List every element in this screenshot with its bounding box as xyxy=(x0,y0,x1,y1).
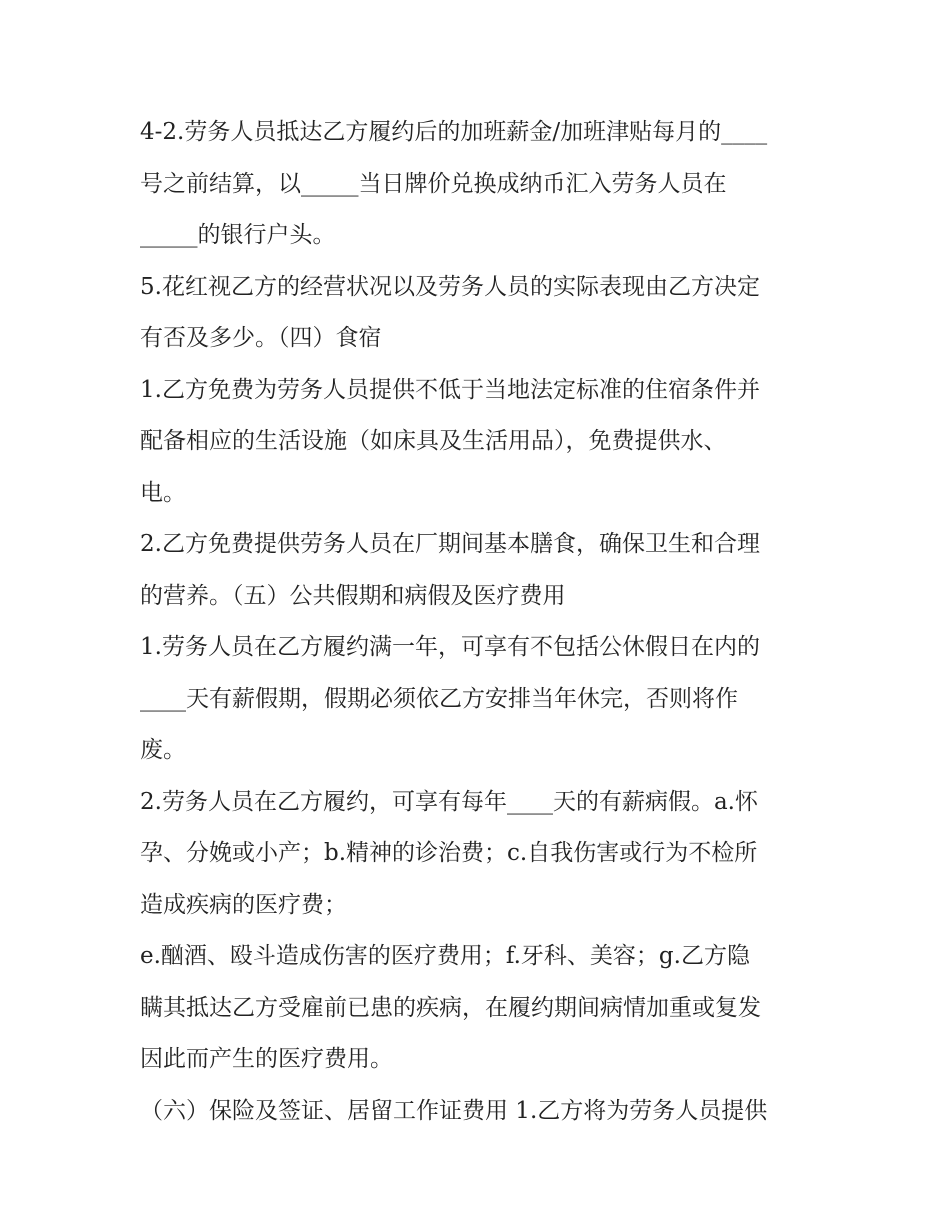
text-line: 电。 xyxy=(140,479,186,506)
text-line: 2.劳务人员在乙方履约，可享有每年____天的有薪病假。a.怀 xyxy=(140,788,758,815)
text-line: 造成疾病的医疗费； xyxy=(140,891,347,918)
text-line: 1.乙方免费为劳务人员提供不低于当地法定标准的住宿条件并 xyxy=(140,376,760,403)
text-line: _____的银行户头。 xyxy=(140,222,336,248)
text-line: 瞒其抵达乙方受雇前已患的疾病，在履约期间病情加重或复发 xyxy=(140,994,761,1021)
text-line: 孕、分娩或小产；b.精神的诊治费；c.自我伤害或行为不检所 xyxy=(140,840,758,866)
text-line: 有否及多少。（四）食宿 xyxy=(140,325,382,351)
text-line: 因此而产生的医疗费用。 xyxy=(140,1046,393,1072)
text-line: 5.花红视乙方的经营状况以及劳务人员的实际表现由乙方决定 xyxy=(140,273,760,300)
text-line: 号之前结算，以_____当日牌价兑换成纳币汇入劳务人员在 xyxy=(140,170,727,197)
text-line: 4-2.劳务人员抵达乙方履约后的加班薪金/加班津贴每月的____ xyxy=(140,119,768,145)
text-line: ____天有薪假期，假期必须依乙方安排当年休完，否则将作 xyxy=(140,685,738,712)
contract-text xyxy=(140,107,820,1137)
text-line: 废。 xyxy=(140,737,186,763)
text-line: e.酗酒、殴斗造成伤害的医疗费用；f.牙科、美容；g.乙方隐 xyxy=(140,943,750,969)
text-line: 的营养。（五）公共假期和病假及医疗费用 xyxy=(140,582,566,609)
text-line: （六）保险及签证、居留工作证费用 1.乙方将为劳务人员提供 xyxy=(140,1097,768,1124)
text-line: 配备相应的生活设施（如床具及生活用品），免费提供水、 xyxy=(140,428,727,454)
text-line: 1.劳务人员在乙方履约满一年，可享有不包括公休假日在内的 xyxy=(140,634,760,660)
text-line: 2.乙方免费提供劳务人员在厂期间基本膳食，确保卫生和合理 xyxy=(140,531,760,557)
